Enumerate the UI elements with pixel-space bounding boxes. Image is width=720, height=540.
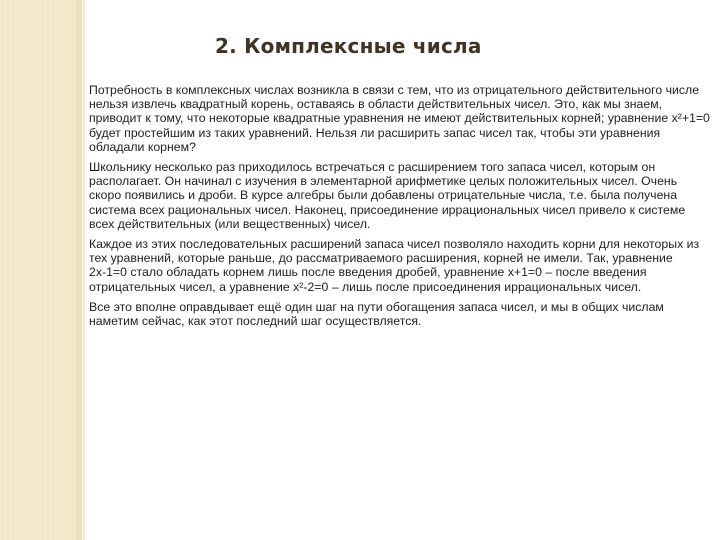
slide-title: 2. Комплексные числа — [215, 34, 482, 58]
slide-body — [89, 83, 711, 334]
paragraph-3: Каждое из этих последовательных расширений запаса чисел позволяло находить корни для некоторых из тех уравнений, которые раньше, до рассматриваемого расширения, корней не имели. Так, уравнение 2х-1=0 стало обладать корнем лишь после введения дробей, уравнение х+1=0 – после введения отрицательных чисел, а уравнение x²-2=0 – лишь после присоединения иррациональных чисел. — [89, 237, 700, 294]
paragraph-2: Школьнику несколько раз приходилось встречаться с расширением того запаса чисел, которым он располагает. Он начинал с изучения в элементарной арифметике целых положительных чисел. Очень скоро появились и дроби. В курсе алгебры были добавлены отрицательные числа, т.е. была получена система всех рациональных чисел. Наконец, присоединение иррациональных чисел привело к системе всех действительных (или вещественных) чисел. — [89, 160, 686, 231]
side-panel-border — [76, 0, 82, 540]
side-panel-divider — [83, 0, 85, 540]
paragraph-1: Потребность в комплексных числах возникла в связи с тем, что из отрицательного действительного числе нельзя извлечь квадратный корень, оставаясь в области действительных чисел. Это, как мы знаем, приводит к тому, что некоторые квадратные уравнения не имеют действительных корней; уравнение x²+1=0 будет простейшим из таких уравнений. Нельзя ли расширить запас чисел так, чтобы эти уравнения обладали корнем? — [89, 83, 710, 154]
decorative-side-panel — [0, 0, 78, 540]
paragraph-4: Все это вполне оправдывает ещё один шаг на пути обогащения запаса чисел, и мы в общих числам наметим сейчас, как этот последний шаг осуществляется. — [89, 299, 664, 329]
